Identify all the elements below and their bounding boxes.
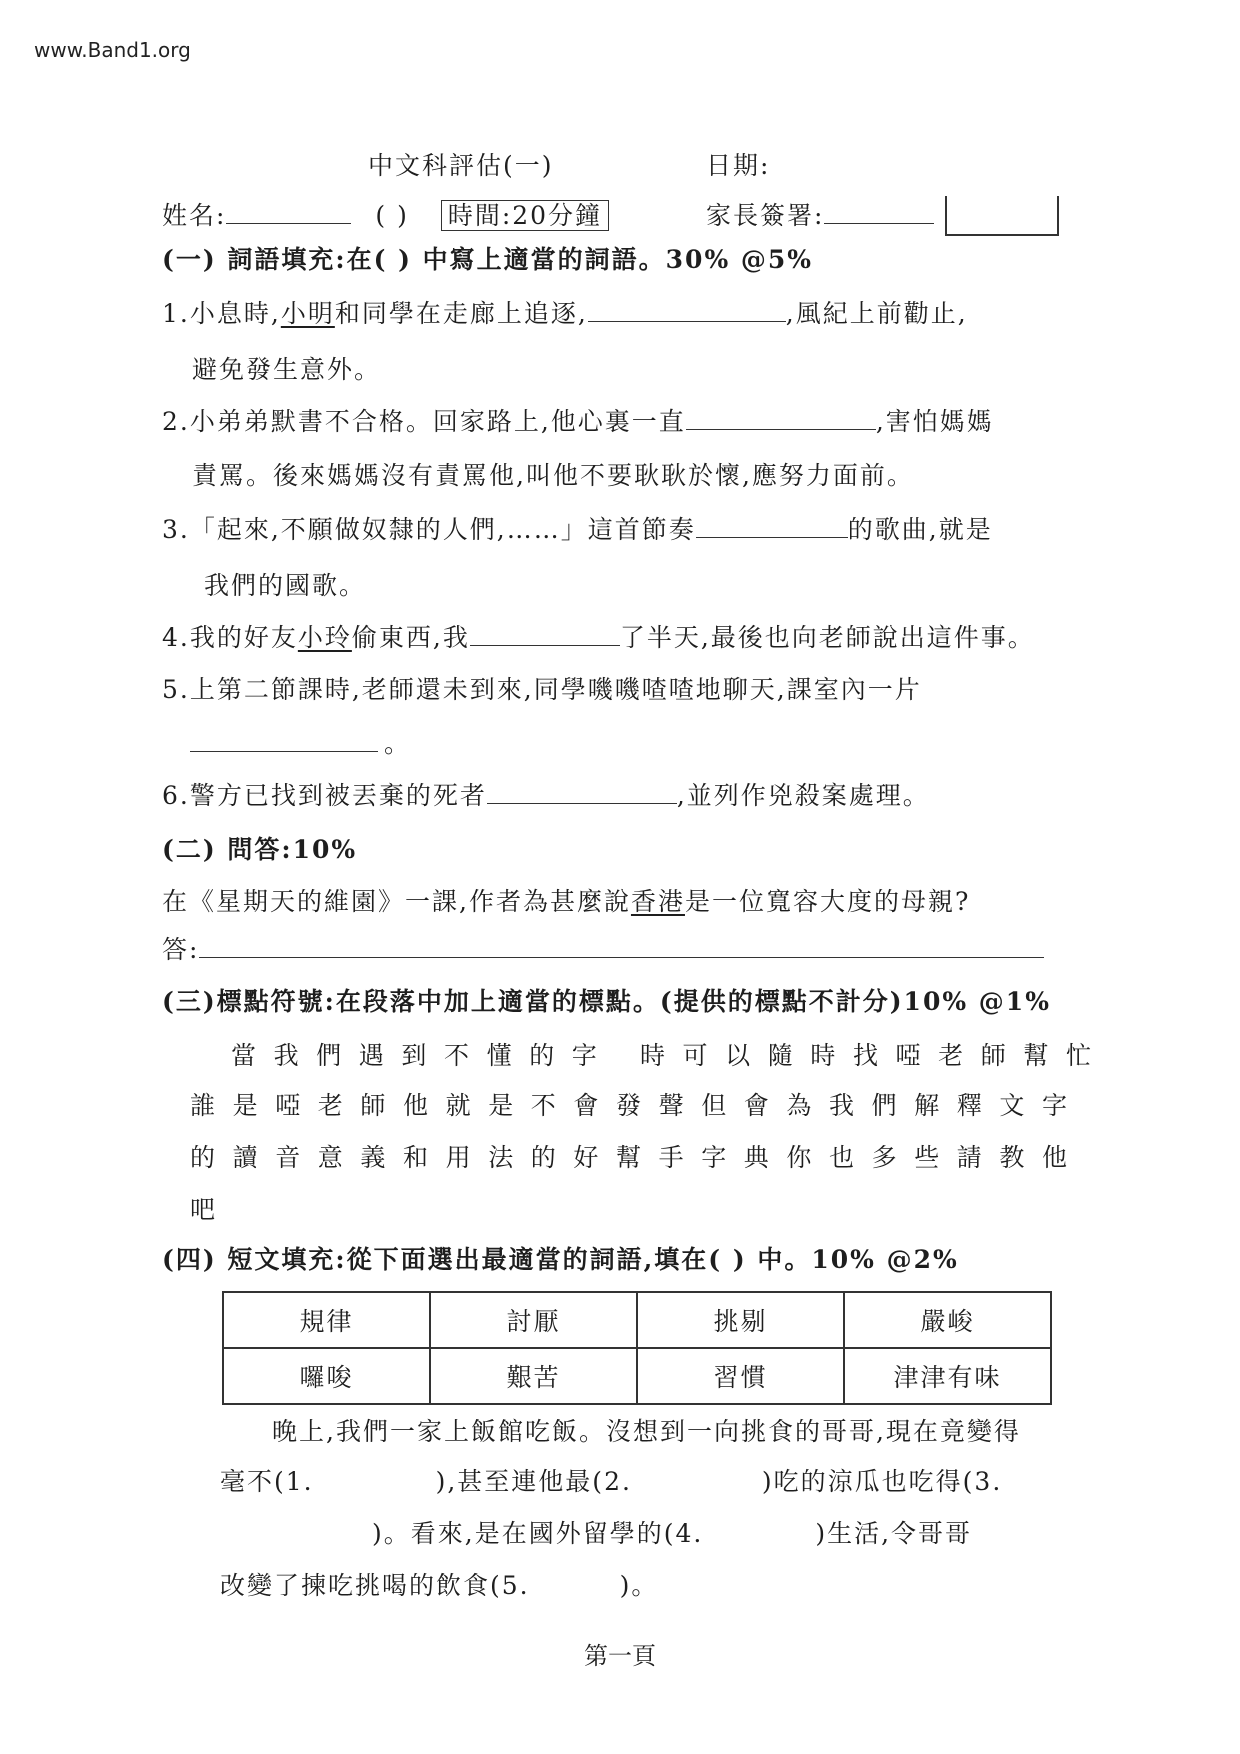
q6-blank (487, 777, 677, 804)
story-line-3 (372, 1514, 972, 1550)
question-6 (162, 776, 930, 812)
passage-line-2: 誰是啞老師他就是不會發聲但會為我們解釋文字 (190, 1091, 1085, 1120)
q2-blank (686, 403, 876, 430)
q4-blank (470, 619, 620, 646)
question-2 (162, 402, 994, 438)
parent-sign-blank (824, 197, 934, 224)
parent-sign-label: 家長簽署: (706, 201, 825, 230)
question-2-cont: 責罵。後來媽媽沒有責罵他,叫他不要耿耿於懷,應努力面前。 (192, 461, 914, 490)
story-line-2 (220, 1462, 1002, 1498)
story-blank-4-open: )。看來,是在國外留學的(4. (372, 1519, 704, 1548)
q2-text-b: ,害怕媽媽 (875, 407, 994, 436)
story-blank-1-open: 毫不(1. (220, 1467, 314, 1496)
q1-text-c: ,風紀上前勸止, (785, 299, 968, 328)
q4-text-b: 偷東西,我 (351, 623, 470, 652)
word-cell: 囉唆 (223, 1348, 430, 1404)
word-cell: 討厭 (430, 1292, 637, 1348)
parent-sign-row (706, 196, 934, 232)
section1-heading: (一) 詞語填充:在( ) 中寫上適當的詞語。30% @5% (162, 245, 814, 274)
time-box: 時間:20分鐘 (441, 200, 609, 231)
story-line-4 (220, 1566, 658, 1602)
word-cell: 習慣 (637, 1348, 844, 1404)
s2-text-a: 在《星期天的維園》一課,作者為甚麼說 (162, 887, 631, 916)
q3-text-a: 3.「起來,不願做奴隸的人們,……」這首節奏 (162, 515, 696, 544)
story-text-b: )生活,令哥哥 (815, 1519, 973, 1548)
section2-answer (162, 930, 1044, 966)
passage-line-4: 吧 (190, 1195, 218, 1224)
name-blank (226, 197, 351, 224)
word-cell: 艱苦 (430, 1348, 637, 1404)
q3-text-b: 的歌曲,就是 (847, 515, 993, 544)
question-4 (162, 618, 1035, 654)
answer-line (199, 931, 1044, 958)
q1-blank (588, 295, 786, 322)
story-blank-3-open: )吃的涼瓜也吃得(3. (761, 1467, 1003, 1496)
page-title: 中文科評估(一) (368, 151, 554, 180)
s2-place: 香港 (630, 887, 685, 916)
q5-end: 。 (384, 729, 412, 758)
page-number: 第一頁 (584, 1642, 656, 1670)
story-blank-2-open: ),甚至連他最(2. (435, 1467, 632, 1496)
table-row (223, 1292, 1051, 1348)
question-3-cont: 我們的國歌。 (204, 571, 367, 600)
q4-text-a: 4.我的好友 (162, 623, 298, 652)
signature-box (945, 196, 1059, 236)
story-line-1: 晚上,我們一家上飯館吃飯。沒想到一向挑食的哥哥,現在竟變得 (272, 1417, 1021, 1446)
passage-line-3: 的讀音意義和用法的好幫手字典你也多些請教他 (190, 1143, 1085, 1172)
story-end: )。 (619, 1571, 659, 1600)
word-bank-table (222, 1291, 1052, 1405)
name-row (162, 196, 609, 232)
q2-text-a: 2.小弟弟默書不合格。回家路上,他心裏一直 (162, 407, 686, 436)
word-cell: 津津有味 (844, 1348, 1051, 1404)
class-number: ( ) (375, 201, 409, 230)
website-watermark: www.Band1.org (34, 38, 191, 62)
table-row (223, 1348, 1051, 1404)
section4-heading: (四) 短文填充:從下面選出最適當的詞語,填在( ) 中。10% @2% (162, 1245, 959, 1274)
q6-text-a: 6.警方已找到被丟棄的死者 (162, 781, 487, 810)
answer-label: 答: (162, 935, 200, 964)
word-cell: 嚴峻 (844, 1292, 1051, 1348)
question-5: 5.上第二節課時,老師還未到來,同學嘰嘰喳喳地聊天,課室內一片 (162, 675, 922, 704)
section2-question (162, 882, 970, 918)
s2-text-b: 是一位寬容大度的母親? (684, 887, 971, 916)
q4-text-c: 了半天,最後也向老師說出這件事。 (619, 623, 1035, 652)
word-cell: 規律 (223, 1292, 430, 1348)
section3-heading: (三)標點符號:在段落中加上適當的標點。(提供的標點不計分)10% @1% (162, 987, 1051, 1016)
word-cell: 挑剔 (637, 1292, 844, 1348)
question-1-cont: 避免發生意外。 (192, 355, 382, 384)
name-label: 姓名: (162, 201, 227, 230)
section2-heading: (二) 問答:10% (162, 835, 358, 864)
q1-name: 小明 (280, 299, 335, 328)
question-5-cont (190, 724, 411, 760)
q6-text-b: ,並列作兇殺案處理。 (676, 781, 930, 810)
date-label: 日期: (706, 151, 771, 180)
q5-blank (190, 725, 378, 752)
question-3 (162, 510, 993, 546)
q1-text-a: 1.小息時, (162, 299, 281, 328)
q3-blank (696, 511, 848, 538)
question-1 (162, 294, 968, 330)
q4-name: 小玲 (297, 623, 352, 652)
passage-line-1: 當我們遇到不懂的字 時可以隨時找啞老師幫忙 (231, 1041, 1109, 1070)
story-blank-5-open: 改變了揀吃挑喝的飲食(5. (220, 1571, 530, 1600)
q1-text-b: 和同學在走廊上追逐, (334, 299, 588, 328)
